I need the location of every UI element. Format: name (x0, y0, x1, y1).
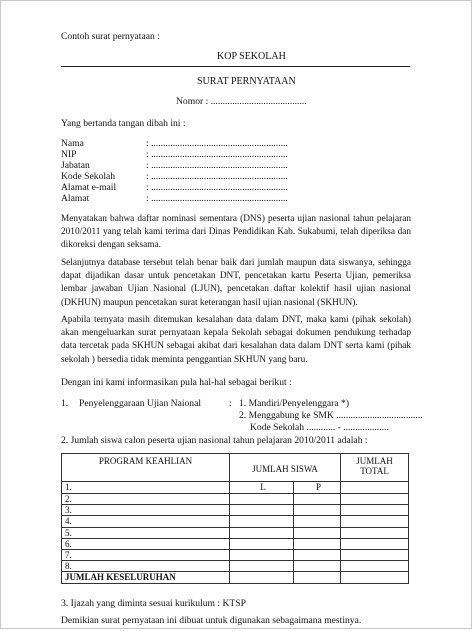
paragraph-dns: Menyatakan bahwa daftar nominasi sementara (DNS) peserta ujian nasional tahun pelajaran 2010/2011 yang telah kami terima dari Dinas Pendidikan Kab. Sukabumi, telah diperiksa dan dikoreksi dengan seksama. (61, 214, 411, 251)
table-cell (341, 549, 409, 560)
header-program-keahlian: PROGRAM KEAHLIAN (62, 454, 230, 482)
option-kode-sekolah: Kode Sekolah ............ - ................... (250, 422, 389, 433)
item1-number: 1. (61, 398, 69, 409)
table-cell (341, 538, 409, 549)
field-dots-email: : ......................................................... (146, 182, 288, 193)
table-row: 1. (62, 482, 230, 494)
table-cell (341, 572, 409, 583)
table-cell (230, 572, 294, 583)
table-cell (294, 516, 341, 527)
field-dots-alamat: : ......................................................... (146, 193, 288, 204)
siswa-table (61, 453, 409, 584)
table-total-label: JUMLAH KESELURUHAN (62, 572, 230, 583)
field-label-nama: Nama (61, 138, 84, 149)
table-row: 2. (62, 494, 230, 505)
option-menggabung: 2. Menggabung ke SMK .................................... (239, 410, 423, 421)
table-cell (294, 572, 341, 583)
table-cell (230, 505, 294, 516)
table-cell (294, 549, 341, 560)
table-row: 8. (62, 561, 230, 572)
table-cell (230, 538, 294, 549)
table-cell (341, 482, 409, 494)
option-mandiri: 1. Mandiri/Penyelenggara *) (239, 398, 350, 409)
table-cell (294, 505, 341, 516)
table-cell (294, 527, 341, 538)
table-row: 5. (62, 527, 230, 538)
item2-text: 2. Jumlah siswa calon peserta ujian nasional tahun pelajaran 2010/2011 adalah : (61, 435, 368, 446)
paragraph-database: Selanjutnya database tersebut telah benar baik dari jumlah maupun data siswanya, sehingga dapat dijadikan dasar untuk pencetakan DNT, pencetakan kartu Peserta Ujian, pemeriksa lembar jawaban Ujian Nasional (LJUN), pencetakan daftar kolektif hasil ujian nasional (DKHUN) maupun pencetakan surat keterangan hasil ujian nasional (SKHUN). (61, 258, 411, 308)
header-jumlah-total-label: JUMLAH TOTAL (356, 456, 393, 476)
table-row: 6. (62, 538, 230, 549)
table-row: 4. (62, 516, 230, 527)
table-cell (230, 527, 294, 538)
table-cell (341, 505, 409, 516)
kop-sekolah: KOP SEKOLAH (217, 51, 286, 62)
signer-intro: Yang bertanda tangan dibah ini : (61, 118, 186, 129)
table-row: 3. (62, 505, 230, 516)
table-cell (341, 527, 409, 538)
table-cell (230, 516, 294, 527)
field-dots-nama: : ......................................................... (146, 138, 288, 149)
paragraph-informasi: Dengan ini kami informasikan pula hal-hal sebagai berikut : (61, 377, 292, 388)
table-cell (294, 561, 341, 572)
table-cell (294, 494, 341, 505)
table-cell (230, 494, 294, 505)
table-cell (341, 494, 409, 505)
table-cell (230, 561, 294, 572)
letter-number: Nomor : ........................................ (176, 96, 307, 107)
letter-title: SURAT PERNYATAAN (197, 76, 296, 87)
subheader-l: L (230, 482, 294, 494)
field-label-nip: NIP (61, 149, 77, 160)
field-dots-nip: : ......................................................... (146, 149, 288, 160)
field-label-alamat: Alamat (61, 193, 90, 204)
intro-text: Contoh surat pernyataan : (61, 31, 160, 42)
paragraph-kesalahan: Apabila ternyata masih ditemukan kesalahan data dalam DNT, maka kami (pihak sekolah) akan mengeluarkan surat pernyataan kepala Sekolah sebagai dokumen pendukung terhadap data tercetak pada SKHUN sebagai akibat dari kesalahan data dalam DNT serta kami (pihak sekolah ) bersedia tidak meminta penggantian SKHUN yang baru. (61, 315, 411, 365)
item1-colon: : (229, 398, 232, 409)
table-cell (341, 516, 409, 527)
closing-text: Demikian surat pernyataan ini dibuat untuk digunakan sebagaimana mestinya. (61, 615, 362, 626)
table-row: 7. (62, 549, 230, 560)
item3-text: 3. Ijazah yang diminta sesuai kurikulum : KTSP (61, 598, 246, 609)
header-rule (61, 66, 410, 67)
table-cell (294, 538, 341, 549)
table-cell (341, 561, 409, 572)
subheader-p: P (294, 482, 341, 494)
field-label-email: Alamat e-mail (61, 182, 117, 193)
field-dots-jabatan: : ......................................................... (146, 160, 288, 171)
item1-label: Penyelenggaraan Ujian Naional (79, 398, 202, 409)
table-cell (230, 549, 294, 560)
field-dots-kode-sekolah: : ......................................................... (146, 171, 288, 182)
field-label-jabatan: Jabatan (61, 160, 90, 171)
header-jumlah-total (341, 454, 409, 482)
field-label-kode-sekolah: Kode Sekolah (61, 171, 116, 182)
header-jumlah-siswa: JUMLAH SISWA (230, 454, 341, 482)
